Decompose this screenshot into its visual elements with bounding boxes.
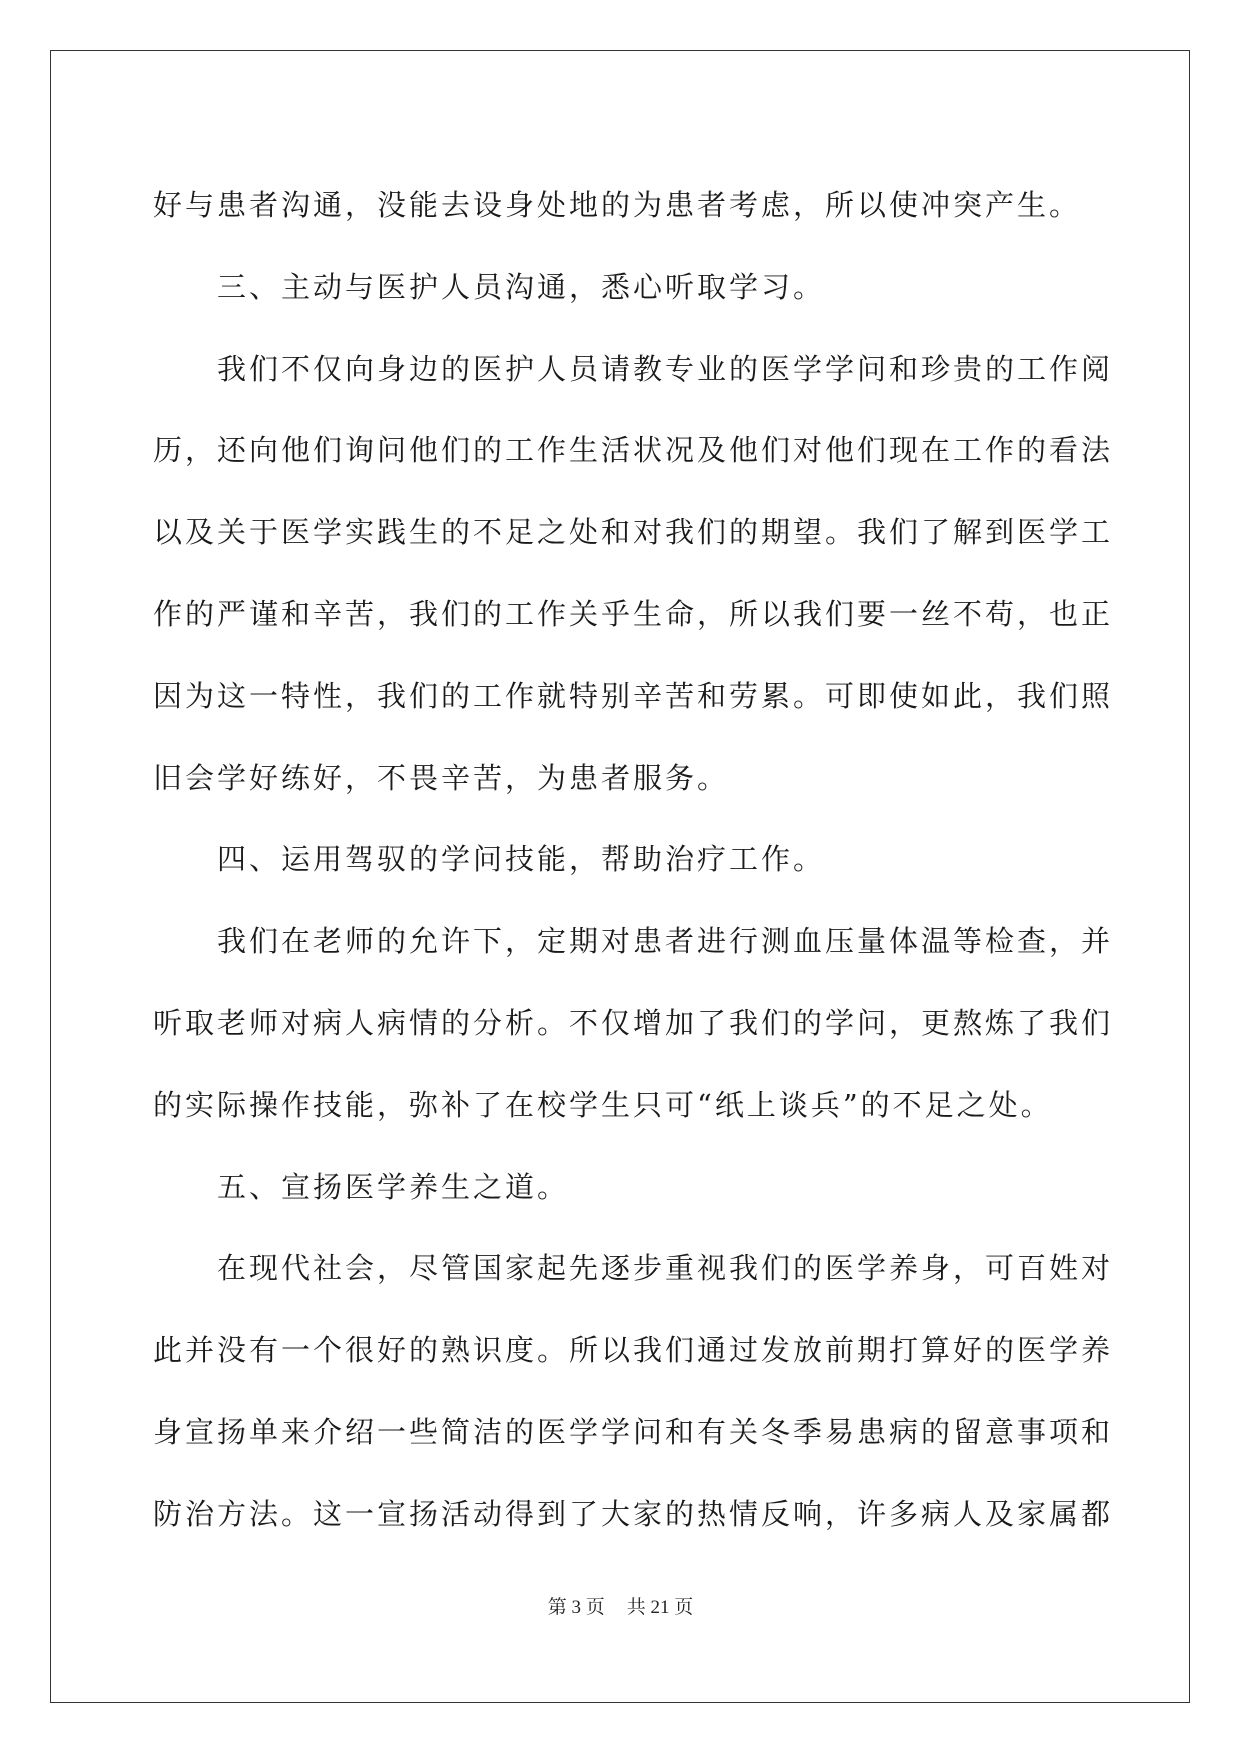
text-line: 此并没有一个很好的熟识度。所以我们通过发放前期打算好的医学养 <box>153 1333 1114 1368</box>
text-line: 的实际操作技能，弥补了在校学生只可“纸上谈兵”的不足之处。 <box>153 1087 1053 1122</box>
document-body <box>153 165 1114 1556</box>
text-line: 身宣扬单来介绍一些简洁的医学学问和有关冬季易患病的留意事项和 <box>153 1414 1114 1449</box>
section-heading: 四、运用驾驭的学问技能，帮助治疗工作。 <box>217 842 826 877</box>
text-line: 在现代社会，尽管国家起先逐步重视我们的医学养身，可百姓对 <box>217 1251 1114 1286</box>
text-line: 我们在老师的允许下，定期对患者进行测血压量体温等检查，并 <box>217 924 1114 959</box>
text-line: 听取老师对病人病情的分析。不仅增加了我们的学问，更熬炼了我们 <box>153 1005 1114 1040</box>
text-line: 好与患者沟通，没能去设身处地的为患者考虑，所以使冲突产生。 <box>153 188 1082 222</box>
text-line: 历，还向他们询问他们的工作生活状况及他们对他们现在工作的看法 <box>153 433 1114 468</box>
text-line: 因为这一特性，我们的工作就特别辛苦和劳累。可即使如此，我们照 <box>153 678 1114 713</box>
text-line: 旧会学好练好，不畏辛苦，为患者服务。 <box>153 760 730 795</box>
section-heading: 三、主动与医护人员沟通，悉心听取学习。 <box>217 269 826 304</box>
text-line: 我们不仅向身边的医护人员请教专业的医学学问和珍贵的工作阅 <box>217 351 1114 386</box>
text-line: 作的严谨和辛苦，我们的工作关乎生命，所以我们要一丝不苟，也正 <box>153 596 1114 631</box>
page-footer <box>0 1592 1241 1619</box>
page-number: 第 3 页 <box>547 1597 605 1618</box>
text-line: 以及关于医学实践生的不足之处和对我们的期望。我们了解到医学工 <box>153 515 1114 550</box>
page-total: 共 21 页 <box>626 1597 694 1618</box>
text-line: 防治方法。这一宣扬活动得到了大家的热情反响，许多病人及家属都 <box>153 1496 1114 1531</box>
section-heading: 五、宣扬医学养生之道。 <box>217 1169 570 1204</box>
